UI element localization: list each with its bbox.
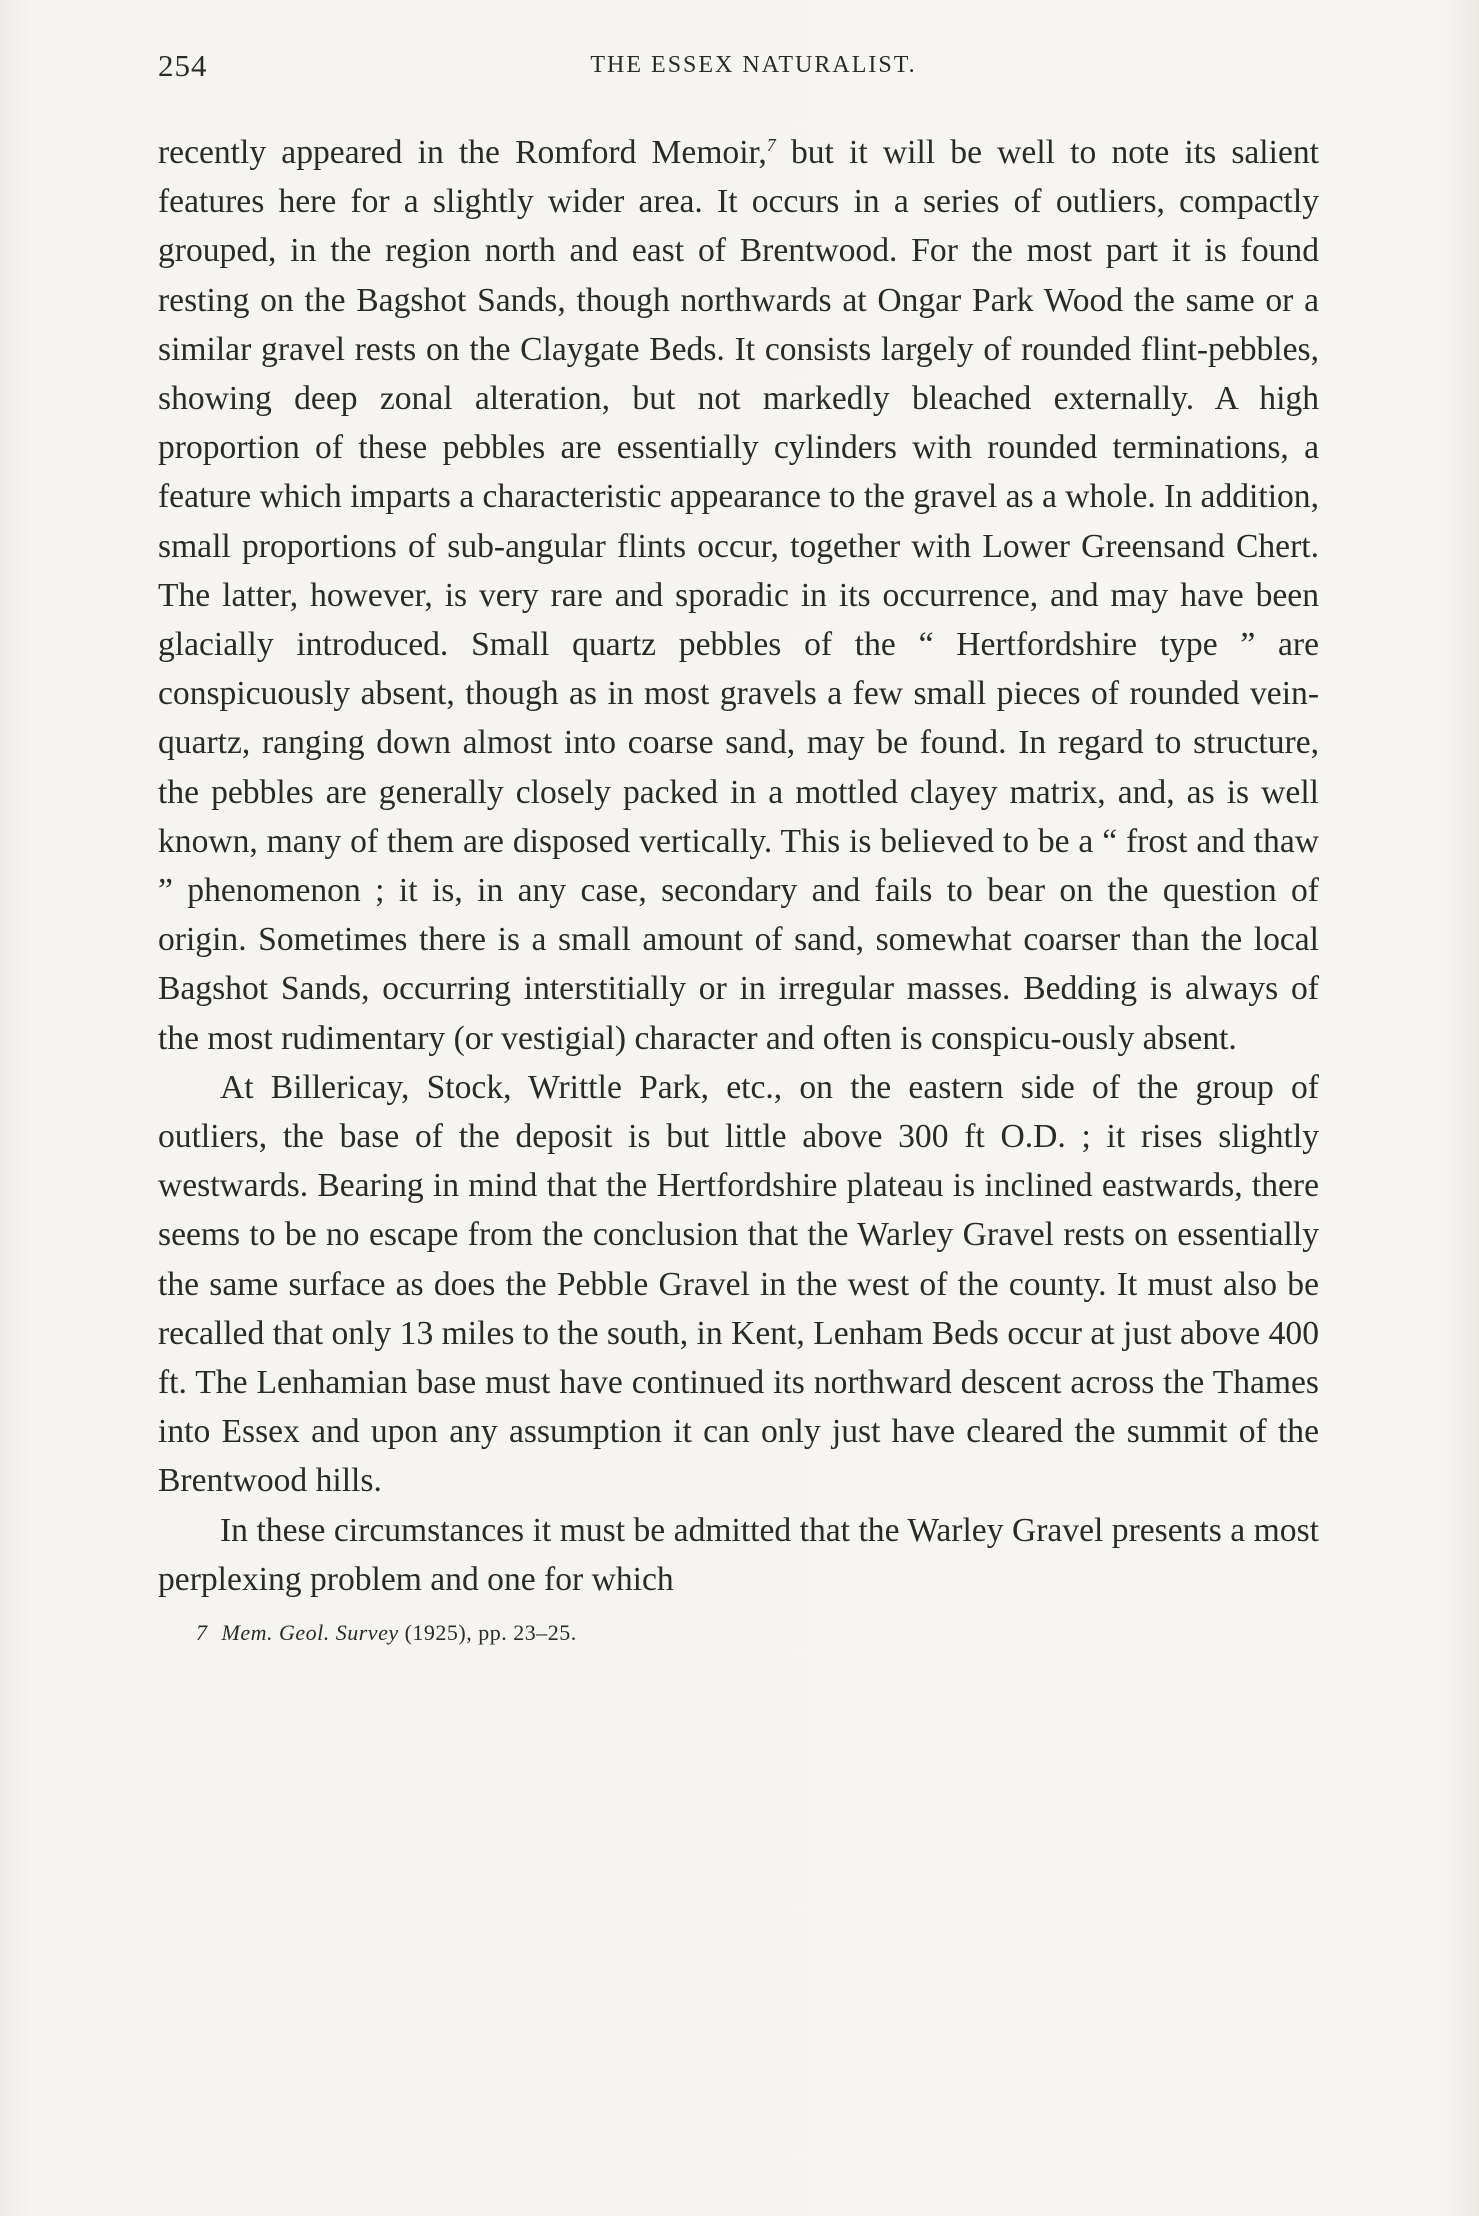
journal-title: THE ESSEX NATURALIST. bbox=[590, 52, 917, 78]
paragraph-billericay: At Billericay, Stock, Writtle Park, etc., on the eastern side of the group of outliers, the base of the deposit is but little above 300 ft O.D. ; it rises slightly westwards. Bearing in mind that the Hertfordshire plateau is inclined eastwards, there seems to be no escape from the conclusion that the Warley Gravel rests on essentially the same surface as does the Pebble Gravel in the west of the county. It must also be recalled that only 13 miles to the south, in Kent, Lenham Beds occur at just above 400 ft. The Lenhamian base must have continued its northward descent across the Thames into Essex and upon any assumption it can only just have cleared the summit of the Brentwood hills. bbox=[158, 1068, 1319, 1500]
paragraph-warley-gravel-description bbox=[158, 128, 1319, 1063]
footnote-source: Mem. Geol. Survey bbox=[221, 1620, 399, 1646]
footnote-mark: 7 bbox=[196, 1620, 208, 1646]
running-head bbox=[158, 48, 1319, 92]
footnote bbox=[158, 1618, 1319, 1648]
page-number: 254 bbox=[158, 48, 208, 83]
paragraph-text: but it will be well to note its salient features here for a slightly wider area. It occurs in a series of outliers, compactly grouped, in the region north and east of Brentwood. For the most part it is found resting on the Bagshot Sands, though northwards at Ongar Park Wood the same or a similar gravel rests on the Claygate Beds. It consists largely of rounded flint-pebbles, showing deep zonal alteration, but not markedly bleached externally. A high proportion of these pebbles are essentially cylinders with rounded terminations, a feature which imparts a characteristic appearance to the gravel as a whole. In addition, small proportions of sub-angular flints occur, together with Lower Greensand Chert. The latter, however, is very rare and sporadic in its occurrence, and may have been glacially introduced. Small quartz pebbles of the “ Hertfordshire type ” are conspicuously absent, though as in most gravels a few small pieces of rounded vein-quartz, ranging down almost into coarse sand, may be found. In regard to structure, the pebbles are generally closely packed in a mottled clayey matrix, and, as is well known, many of them are disposed vertically. This is believed to be a “ frost and thaw ” phenomenon ; it is, in any case, secondary and fails to bear on the question of origin. Sometimes there is a small amount of sand, somewhat coarser than the local Bagshot Sands, occurring interstitially or in irregular masses. Bedding is always of the most rudimentary (or vestigial) character and often is conspicu-ously absent. bbox=[158, 134, 1319, 1057]
paragraph-text: recently appeared in the Romford Memoir, bbox=[158, 134, 767, 171]
footnote-detail: (1925), pp. 23–25. bbox=[398, 1620, 577, 1646]
body-text bbox=[158, 128, 1319, 1604]
paragraph-circumstances: In these circumstances it must be admitted that the Warley Gravel presents a most perplexing problem and one for which bbox=[158, 1511, 1319, 1598]
footnote-reference: 7 bbox=[766, 135, 776, 155]
